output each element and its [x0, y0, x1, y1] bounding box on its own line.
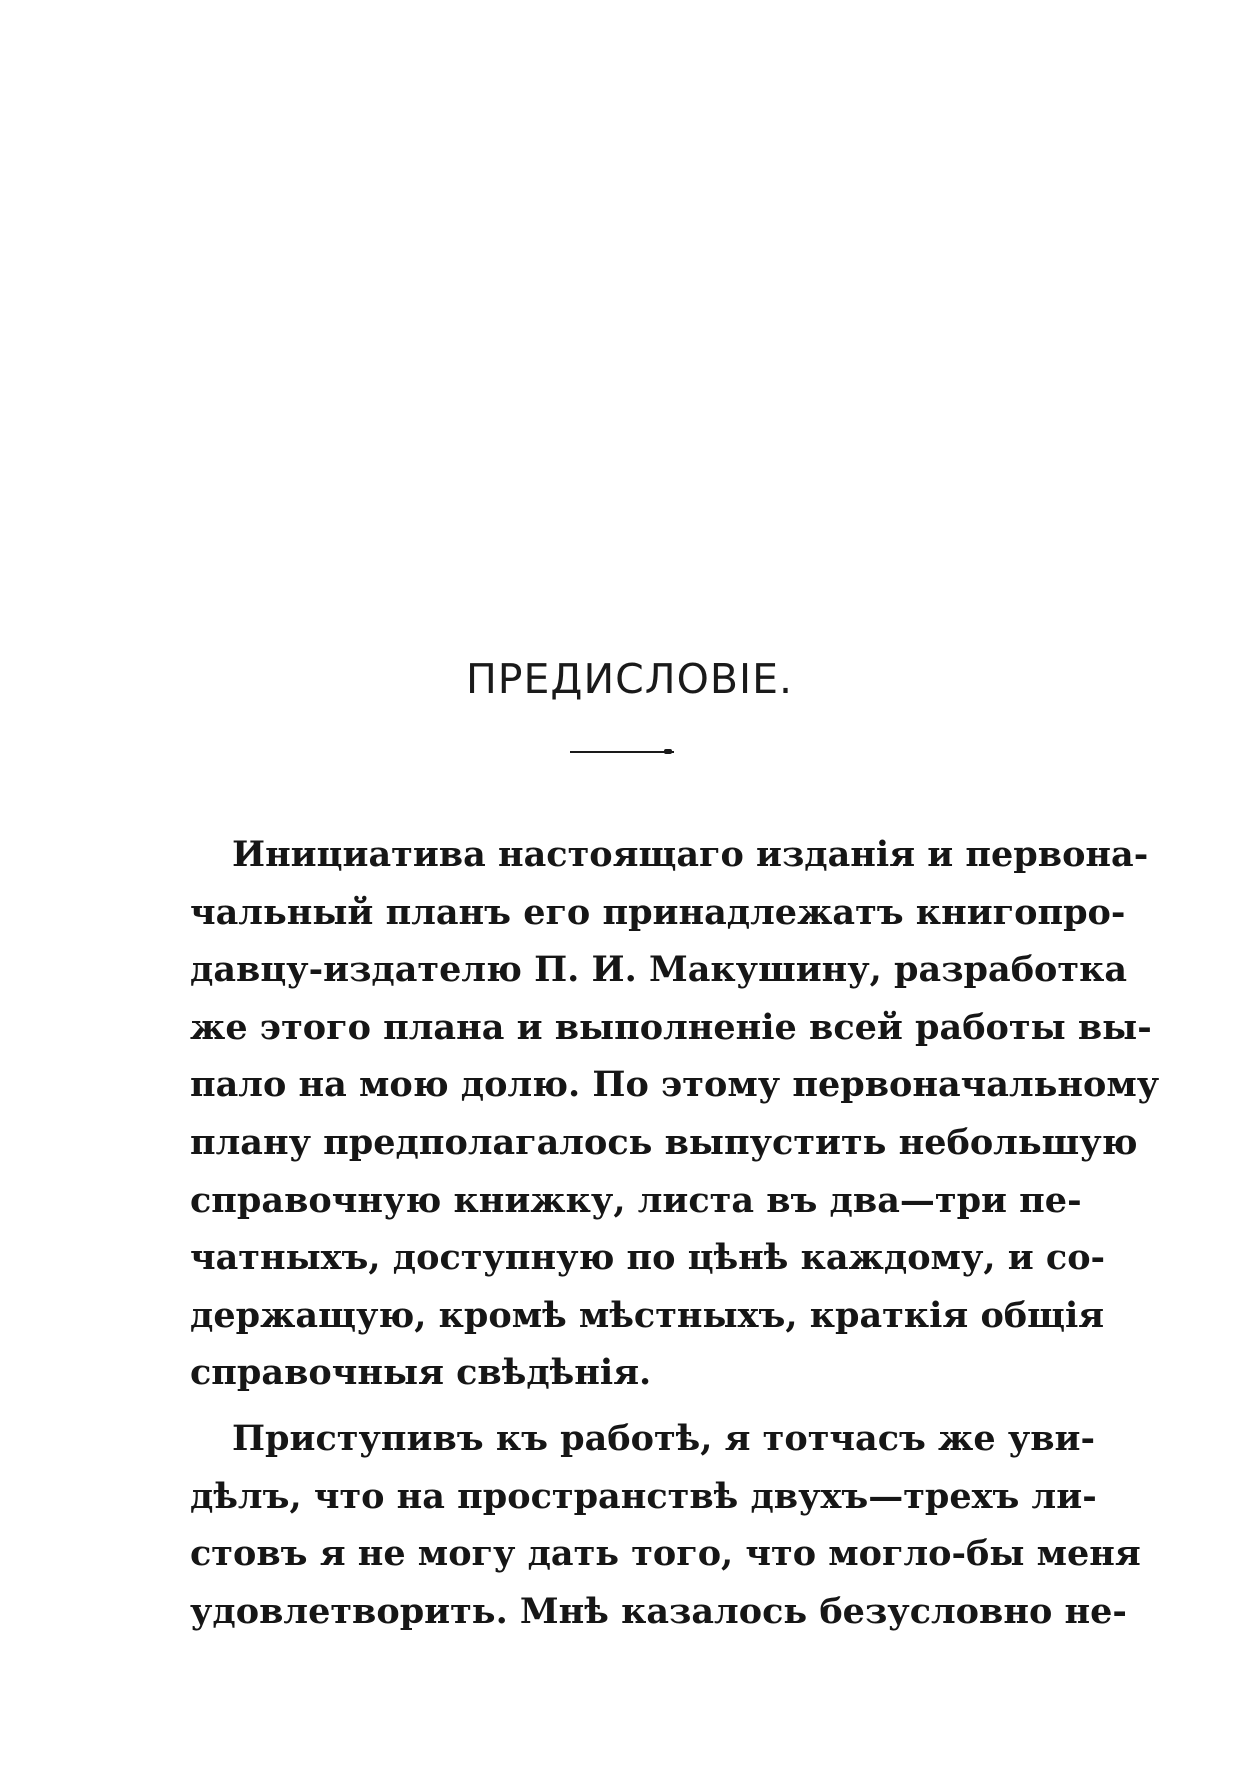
text-line: дѣлъ, что на пространствѣ двухъ—трехъ ли-	[190, 1475, 1097, 1517]
text-line: же этого плана и выполненіе всей работы вы-	[190, 1006, 1152, 1048]
text-line: держащую, кромѣ мѣстныхъ, краткія общія	[190, 1294, 1105, 1336]
text-line: стовъ я не могу дать того, что могло-бы меня	[190, 1533, 1141, 1575]
text-line: чальный планъ его принадлежатъ книгопро-	[190, 891, 1126, 933]
text-line: плану предполагалось выпустить небольшую	[190, 1121, 1138, 1163]
text-line: справочную книжку, листа въ два—три пе-	[190, 1179, 1082, 1221]
text-line: Инициатива настоящаго изданія и первона-	[232, 834, 1149, 875]
text-line: чатныхъ, доступную по цѣнѣ каждому, и со-	[190, 1237, 1106, 1279]
body-text	[190, 826, 1160, 1640]
title-divider	[570, 751, 674, 753]
text-line: давцу-издателю П. И. Макушину, разработка	[190, 949, 1128, 991]
text-line: справочныя свѣдѣнія.	[190, 1352, 652, 1394]
page-title: ПРЕДИСЛОВІЕ.	[465, 655, 794, 703]
text-line: Приступивъ къ работѣ, я тотчасъ же уви-	[232, 1417, 1096, 1459]
text-line: пало на мою долю. По этому первоначальному	[190, 1064, 1160, 1106]
paragraph-gap	[190, 1402, 1072, 1410]
text-line: удовлетворить. Мнѣ казалось безусловно не-	[190, 1590, 1127, 1632]
